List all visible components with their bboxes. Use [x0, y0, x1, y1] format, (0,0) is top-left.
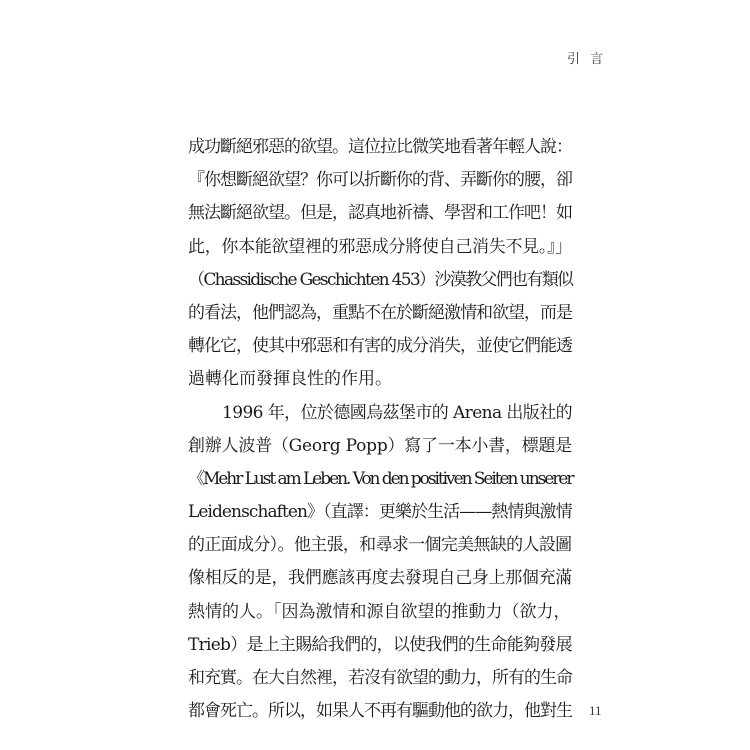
text-line: 轉化它，使其中邪惡和有害的成分消失，並使它們能透 [188, 336, 572, 357]
running-header: 引 言 [567, 52, 607, 67]
text-line: 像相反的是，我們應該再度去發現自己身上那個充滿 [188, 568, 572, 589]
text-line: 熱情的人。「因為激情和源自欲望的推動力（欲力， [188, 601, 571, 622]
text-line: 都會死亡。所以，如果人不再有驅動他的欲力，他對生 [188, 701, 572, 722]
text-line: 無法斷絕欲望。但是，認真地祈禱、學習和工作吧！如 [188, 203, 572, 224]
text-line: Leidenschaften》（直譯：更樂於生活——熱情與激情 [188, 502, 572, 523]
text-line: Trieb）是上主賜給我們的，以使我們的生命能夠發展 [188, 634, 572, 655]
text-line: 和充實。在大自然裡，若沒有欲望的動力，所有的生命 [188, 668, 572, 688]
text-line: 《Mehr Lust am Leben. Von den positiven Seiten unserer [188, 468, 573, 489]
body-text [188, 131, 572, 728]
text-line: 的正面成分）。他主張，和尋求一個完美無缺的人設圖 [188, 535, 572, 556]
text-line: 成功斷絕邪惡的欲望。這位拉比微笑地看著年輕人說： [188, 137, 572, 157]
text-line: （Chassidische Geschichten 453）沙漠教父們也有類似 [188, 269, 573, 290]
page-number: 11 [589, 703, 602, 718]
text-line: 『你想斷絕欲望？你可以折斷你的背、弄斷你的腰，卻 [188, 170, 572, 191]
paragraph-first-line: 1996 年，位於德國烏茲堡市的 Arena 出版社的 [222, 402, 573, 423]
text-line: 過轉化而發揮良性的作用。 [188, 369, 392, 390]
text-line: 的看法，他們認為，重點不在於斷絕激情和欲望，而是 [188, 302, 572, 323]
text-line: 創辦人波普（Georg Popp）寫了一本小書，標題是 [188, 435, 573, 456]
text-line: 此，你本能欲望裡的邪惡成分將使自己消失不見。』」 [188, 236, 572, 257]
